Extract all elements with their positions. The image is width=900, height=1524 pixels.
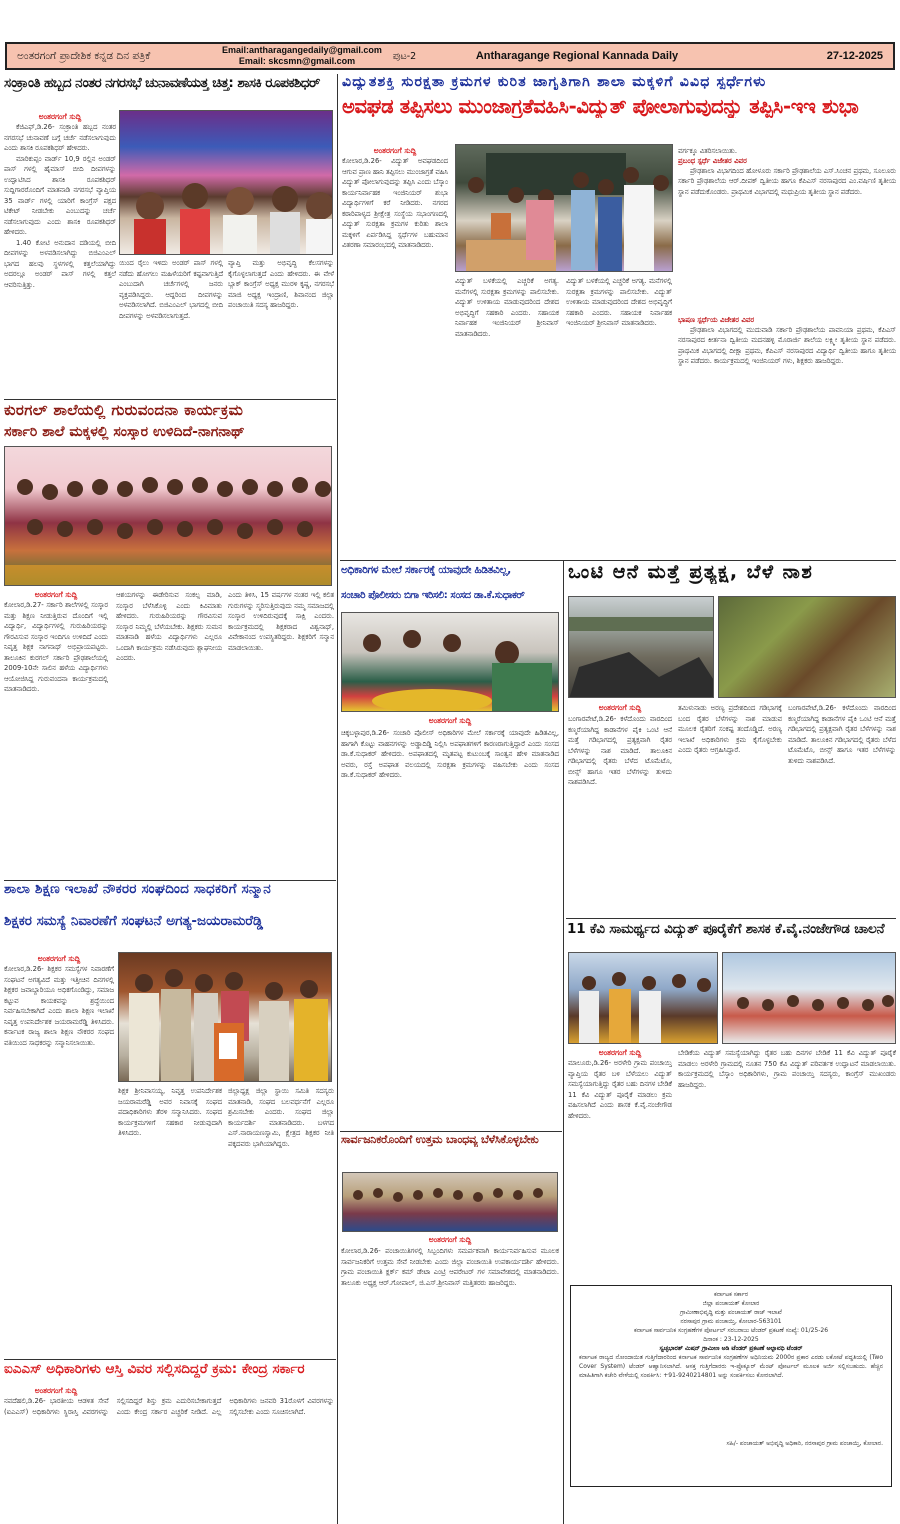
notice-signature: ಸಹಿ/- ಪಂಚಾಯತ್ ಅಭಿವೃದ್ಧಿ ಅಧಿಕಾರಿ, ನರಸಾಪುರ ಗ್ರಾಮ ಪಂಚಾಯ್ತಿ, ಕೋಲಾರ.	[726, 1440, 883, 1447]
issue-date: 27-12-2025	[826, 50, 883, 62]
byline: ಅಂತರಗಂಗೆ ಸುದ್ದಿ	[428, 716, 472, 725]
notice-body: ಕರ್ನಾಟಕ ರಾಜ್ಯದ ನೋಂದಾಯಿತ ಗುತ್ತಿಗೆದಾರರಿಂದ ಕರ್ನಾಟಕ ಸಾರ್ವಜನಿಕ ಸಂಗ್ರಹಣೆಗಳ ಅಧಿನಿಯಮ 2000ರ ಪ್ರಕಾರ ಎರಡು ಲಕೋಟೆ ಪದ್ಧತಿಯಲ್ಲಿ (Two Cover System) ಟೆಂಡರ್ ಆಹ್ವಾನಿಸಲಾಗಿದೆ. ಆಸಕ್ತ ಗುತ್ತಿಗೆದಾರರು ಇ-ಪ್ರೊಕ್ಯೂರ್ ಮೆಂಟ್ ಪೋರ್ಟಲ್ ಮೂಲಕ ಅರ್ಜಿ ಸಲ್ಲಿಸಬಹುದು. ಹೆಚ್ಚಿನ ಮಾಹಿತಿಗಾಗಿ ಕಚೇರಿ ವೇಳೆಯಲ್ಲಿ ಸಂಪರ್ಕಿಸಿ: +91-9240214801 ಅನ್ನು ಸಂಪರ್ಕಿಸಲು ಕೋರಲಾಗಿದೆ.	[579, 1354, 883, 1379]
divider	[4, 880, 336, 881]
article-body-col2: ಶಿಕ್ಷಕ ಶ್ರೀನಿವಾಸಯ್ಯ, ನಿವೃತ್ತ ಉಪನಿರ್ದೇಶಕ ಜಯರಾಮರೆಡ್ಡಿ ಅವರ ನಿವಾಸಕ್ಕೆ ಸಂಘದ ಪದಾಧಿಕಾರಿಗಳು ತೆರಳಿ ಸನ್ಮಾನಿಸಿದರು. ಸಂಘದ ಕಾರ್ಯಕ್ರಮಗಳಿಗೆ ಸಹಕಾರ ನೀಡುವುದಾಗಿ ತಿಳಿಸಿದರು.	[118, 1087, 222, 1137]
subhead-speech-winners: ಭಾಷಣ ಸ್ಪರ್ಧೆಯ ವಿಜೇತರ ವಿವರ	[678, 315, 755, 324]
headline: 11 ಕೆವಿ ಸಾಮರ್ಥ್ಯದ ವಿದ್ಯುತ್ ಪೂರೈಕೆಗೆ ಶಾಸಕ ಕೆ.ವೈ.ನಂಜೇಗೌಡ ಚಾಲನೆ	[567, 922, 885, 937]
article-body: ಕೋಲಾರ,ಡಿ.26- ವಿದ್ಯುತ್ ಅವಘಡದಿಂದ ಆಗುವ ಪ್ರಾಣ ಹಾನಿ ತಪ್ಪಿಸಲು ಮುಂಜಾಗ್ರತೆ ವಹಿಸಿ ವಿದ್ಯುತ್ ಪೋಲಾಗುವುದನ್ನು ತಪ್ಪಿಸಿ ಎಂದು ಬೆಸ್ಕಾಂ ಕಾರ್ಯನಿರ್ವಾಹಕ ಇಂಜಿನಿಯರ್ ಶುಭಾ ವಿದ್ಯಾರ್ಥಿಗಳಿಗೆ ಕರೆ ನೀಡಿದರು. ನಗರದ ಕಠಾರಿಪಾಳ್ಯದ ಶ್ರೀಕ್ಷೇತ್ರ ಸಂಸ್ಥೆಯ ಸಭಾಂಗಣದಲ್ಲಿ ವಿದ್ಯುತ್ ಸುರಕ್ಷತಾ ಕ್ರಮಗಳ ಕುರಿತು ಶಾಲಾ ಮಕ್ಕಳಿಗೆ ಏರ್ಪಡಿಸಿದ್ದ ಸ್ಪರ್ಧೆಗಳ ಬಹುಮಾನ ವಿತರಣಾ ಸಮಾರಂಭದಲ್ಲಿ ಮಾತನಾಡಿದರು.	[342, 157, 448, 249]
article-photo	[4, 446, 332, 586]
results-intro: ವರ್ಗಕ್ಕೂ ವಿತರಿಸಲಾಯಿತು.	[678, 147, 737, 155]
byline: ಅಂತರಗಂಗೆ ಸುದ್ದಿ	[38, 112, 82, 121]
headline: ಅವಘಡ ತಪ್ಪಿಸಲು ಮುಂಜಾಗ್ರತೆವಹಿಸಿ-ವಿದ್ಯುತ್ ಪೋಲಾಗುವುದನ್ನು ತಪ್ಪಿಸಿ-ಇಇ ಶುಭಾ	[342, 96, 859, 118]
notice-line-5: ಕರ್ನಾಟಕ ಸಾರ್ವಜನಿಕ ಸಂಗ್ರಹಣೆಗಳ ಪೋರ್ಟಲ್ ಸರಬರಾಜು ಟೆಂಡರ್ ಪ್ರಕಟಣೆ ಸಂಖ್ಯೆ: 01/25-26	[633, 1327, 829, 1334]
article-body: ಕೆಜಿಎಫ್,ಡಿ.26- ಸಂಕ್ರಾಂತಿ ಹಬ್ಬದ ನಂತರ ನಗರಸಭೆ ಚುನಾವಣೆ ಬಗ್ಗೆ ಚರ್ಚೆ ನಡೆಸಲಾಗುವುದು ಎಂದು ಶಾಸಕಿ ರೂಪಕಶಿಧರ್ ಹೇಳಿದರು. ಮಾರಿಕುಪ್ಪಂ ವಾರ್ಡ್ 10,9 ರಲ್ಲಿನ ಅಂಡರ್ ಪಾಸ್ ಗಳಲ್ಲಿ ಹೈಮಾಸ್ ಬೀದಿ ದೀಪಗಳನ್ನು ಉದ್ಘಾಟಿಸಿದ ಶಾಸಕಿ ರೂಪಕಶಿಧರ್ ಸುದ್ದಿಗಾರರೊಂದಿಗೆ ಮಾತನಾಡಿ ನಗರಸಭೆ ವ್ಯಾಪ್ತಿಯ 35 ವಾರ್ಡ್ ಗಳಲ್ಲಿ ಯಾರಿಗೆ ಕಾಂಗ್ರೆಸ್ ಪಕ್ಷದ ಟಿಕೇಟ್ ನೀಡಬೇಕು ಎಂಬುದನ್ನು ಚರ್ಚೆ ನಡೆಸಲಾಗುವುದು ಎಂದು ಶಾಸಕಿ ರೂಪಕಶಿಧರ್ ಹೇಳಿದರು. 1.40 ಕೋಟಿ ಅನುದಾನ ದಡಿಯಲ್ಲಿ ಬೀದಿ ದೀಪಗಳನ್ನು ಅಳವಡಿಸಲಾಗಿದ್ದು ಬಿಜಿಎಂಎಲ್ ಭಾಗದ ಹಲವು ಸ್ಥಳಗಳಲ್ಲಿ ಕತ್ತಲೆಯಾಗಿದ್ದು ಅದರಲ್ಲೂ ಅಂಡರ್ ಪಾಸ್ ಗಳಲ್ಲಿ ಕತ್ತಲೆ ಆವರಿಸುತ್ತಿತ್ತು.	[4, 123, 116, 289]
headline: ಐಎಎಸ್ ಅಧಿಕಾರಿಗಳು ಆಸ್ತಿ ವಿವರ ಸಲ್ಲಿಸದಿದ್ದರೆ ಕ್ರಮ: ಕೇಂದ್ರ ಸರ್ಕಾರ	[4, 1362, 305, 1377]
photo-people-illustration	[120, 111, 333, 255]
paper-name-kn: ಅಂತರಗಂಗೆ ಪ್ರಾದೇಶಿಕ ಕನ್ನಡ ದಿನ ಪತ್ರಿಕೆ	[17, 49, 151, 62]
article-photo	[341, 612, 559, 712]
article-body-col2: ತಮಿಳುನಾಡು ಅರಣ್ಯ ಪ್ರದೇಶದಿಂದ ಗಡಿಭಾಗಕ್ಕೆ ಬಂದ ರೈತರ ಬೆಳೆಗಳನ್ನು ನಾಶ ಮಾಡುವ ಮೂಲಕ ರೈತರಿಗೆ ಸಂಕಷ್ಟ ತಂದೊಡ್ಡಿದೆ. ಅರಣ್ಯ ಇಲಾಖೆ ಅಧಿಕಾರಿಗಳು ಕ್ರಮ ಕೈಗೊಳ್ಳಬೇಕು ಎಂದು ರೈತರು ಆಗ್ರಹಿಸಿದ್ದಾರೆ.	[678, 704, 782, 754]
article-body-col3: ವ್ಯಾಪ್ತಿ ಮತ್ತು ಅಭಿವೃದ್ಧಿ ಕೆಲಸಗಳನ್ನು ಕೈಗೊಳ್ಳಲಾಗುತ್ತದೆ ಎಂದು ಹೇಳಿದರು. ಈ ವೇಳೆ ಬ್ಲಾಕ್ ಕಾಂಗ್ರೆಸ್ ಅಧ್ಯಕ್ಷ ಮುರಳಿ ಕೃಷ್ಣ, ನಗರಸಭೆ ಮಾಜಿ ಅಧ್ಯಕ್ಷ ಇಂದ್ರಾಣಿ, ಶಿವಾನಂದ ಜಿಲ್ಲಾ ಪಂಚಾಯಿತಿ ಸದಸ್ಯ ಹಾಜರಿದ್ದರು.	[228, 259, 334, 309]
article-body: ಕೋಲಾರ,ಡಿ.26- ಪಂಚಾಯಿತಿಗಳಲ್ಲಿ ಸಿಬ್ಬಂದಿಗಳು ಸಮರ್ಪಕವಾಗಿ ಕಾರ್ಯನಿರ್ವಹಿಸುವ ಮೂಲಕ ಸಾರ್ವಜನಿಕರಿಗೆ ಉತ್ತಮ ಸೇವೆ ನೀಡಬೇಕು ಎಂದು ಜಿಲ್ಲಾ ಪಂಚಾಯಿತಿ ಉಪಕಾರ್ಯದರ್ಶಿ ಹೇಳಿದರು. ಗ್ರಾಮ ಪಂಚಾಯಿತಿ ಕ್ಲರ್ಕ್ ಕಮ್ ಡೇಟಾ ಎಂಟ್ರಿ ಆಪರೇಟರ್ ಗಳ ಸಮಾವೇಶದಲ್ಲಿ ಮಾತನಾಡಿದರು. ತಾಲೂಕು ಅಧ್ಯಕ್ಷ ಆರ್.ಗೋಪಾಲ್, ಜಿ.ಎಸ್.ಶ್ರೀನಿವಾಸ್ ಮತ್ತಿತರರು ಹಾಜರಿದ್ದರು.	[341, 1247, 559, 1287]
photo-felicitation-illustration	[119, 953, 332, 1082]
article-body-col3: ಎಂದು ತಿಳಿಸಿ, 15 ವರ್ಷಗಳ ನಂತರ ಇಲ್ಲಿ ಕಲಿತ ಗುರುಗಳನ್ನು ಸ್ಮರಿಸುತ್ತಿರುವುದು ನಮ್ಮ ಸಮಾಜದಲ್ಲಿ ಸಂಸ್ಕಾರ ಉಳಿದಿರುವುದಕ್ಕೆ ಸಾಕ್ಷಿ ಎಂದರು. ಕಾರ್ಯಕ್ರಮದಲ್ಲಿ ಶಿಕ್ಷಕರಾದ ವಿಶ್ವನಾಥ್, ವಿವೇಕಾನಂದ ಉಪಸ್ಥಿತರಿದ್ದರು. ಶಿಕ್ಷಕರಿಗೆ ಸನ್ಮಾನ ಮಾಡಲಾಯಿತು.	[228, 591, 334, 652]
photo-event-illustration	[569, 953, 718, 1044]
byline: ಅಂತರಗಂಗೆ ಸುದ್ದಿ	[37, 954, 81, 963]
divider	[340, 560, 896, 561]
email-2: Email: skcsmn@gmail.com	[238, 56, 356, 66]
headline: ಅಧಿಕಾರಿಗಳ ಮೇಲೆ ಸರ್ಕಾರಕ್ಕೆ ಯಾವುದೇ ಹಿಡಿತವಿಲ್ಲ,	[341, 564, 511, 576]
headline: ಒಂಟಿ ಆನೆ ಮತ್ತೆ ಪ್ರತ್ಯಕ್ಷ, ಬೆಳೆ ನಾಶ	[568, 562, 814, 583]
article-photo	[342, 1172, 558, 1232]
article-photo-crop	[718, 596, 896, 698]
divider	[566, 918, 896, 919]
article-body-col3: ಜಿಲ್ಲಾಧ್ಯಕ್ಷ ಜಿಲ್ಲಾ ಸ್ಥಾಯಿ ಸಮಿತಿ ಸದಸ್ಯರು ಮಾತನಾಡಿ, ಸಂಘದ ಬಲವರ್ಧನೆಗೆ ಎಲ್ಲರೂ ಶ್ರಮಿಸಬೇಕು ಎಂದರು. ಸಂಘದ ಜಿಲ್ಲಾ ಕಾರ್ಯದರ್ಶಿ ಮಾತನಾಡಿದರು. ಬಳಗದ ಎಸ್.ನಾರಾಯಣಸ್ವಾಮಿ, ಕ್ಷೇತ್ರದ ಶಿಕ್ಷಕರ ನೀತಿ ಪಕ್ಕದವರು ಭಾಗಿಯಾಗಿದ್ದರು.	[228, 1087, 334, 1148]
masthead	[5, 42, 895, 70]
photo-group-illustration	[343, 1173, 558, 1232]
article-body-col3: ವಿದ್ಯುತ್ ಬಳಕೆಯಲ್ಲಿ ಎಚ್ಚರಿಕೆ ಅಗತ್ಯ. ಮನೆಗಳಲ್ಲಿ ಸುರಕ್ಷತಾ ಕ್ರಮಗಳನ್ನು ಪಾಲಿಸಬೇಕು. ವಿದ್ಯುತ್ ಉಳಿತಾಯ ಮಾಡುವುದರಿಂದ ದೇಶದ ಅಭಿವೃದ್ಧಿಗೆ ಸಹಕಾರಿ ಎಂದರು. ಸಹಾಯಕ ನಿರ್ವಾಹಕ ಇಂಜಿನಿಯರ್ ಶ್ರೀನಿವಾಸ್ ಮಾತನಾಡಿದರು.	[566, 277, 672, 327]
article-body: ಬಂಗಾರಪೇಟೆ,ಡಿ.26- ಕಳೆದೊಂದು ವಾರದಿಂದ ಕಣ್ಮರೆಯಾಗಿದ್ದ ಕಾಡಾನೆಗಳ ಪೈಕಿ ಒಂಟಿ ಆನೆ ಮತ್ತೆ ಗಡಿಭಾಗದಲ್ಲಿ ಪ್ರತ್ಯಕ್ಷವಾಗಿ ರೈತರ ಬೆಳೆಗಳನ್ನು ನಾಶ ಮಾಡಿದೆ. ತಾಲೂಕಿನ ಗಡಿಭಾಗದಲ್ಲಿ ರೈತರು ಬೆಳೆದ ಟೊಮೆಟೊ, ಬೀನ್ಸ್ ಹಾಗೂ ಇತರ ಬೆಳೆಗಳನ್ನು ತುಳಿದು ನಾಶಪಡಿಸಿದೆ.	[568, 715, 672, 786]
notice-date: ದಿನಾಂಕ : 23-12-2025	[703, 1336, 759, 1343]
subhead-essay-winners: ಪ್ರಬಂಧ ಸ್ಪರ್ಧೆ ವಿಜೇತರ ವಿವರ	[678, 156, 747, 165]
photo-event-illustration	[456, 145, 673, 272]
headline: ಶಾಲಾ ಶಿಕ್ಷಣ ಇಲಾಖೆ ನೌಕರರ ಸಂಘದಿಂದ ಸಾಧಕರಿಗೆ ಸನ್ಮಾನ	[4, 882, 271, 897]
subheadline: ಸರ್ಕಾರಿ ಶಾಲೆ ಮಕ್ಕಳಲ್ಲಿ ಸಂಸ್ಕಾರ ಉಳಿದಿದೆ-ನಾಗನಾಥ್	[4, 424, 245, 440]
article-body: ಕೋಲಾರ,ಡಿ.26- ಶಿಕ್ಷಕರ ಸಮಸ್ಯೆಗಳ ನಿವಾರಣೆಗೆ ಸಂಘಟನೆ ಅಗತ್ಯವಿದೆ ಮತ್ತು ಇತ್ತೀಚಿನ ದಿನಗಳಲ್ಲಿ ಶಿಕ್ಷಕರ ಜವಾಬ್ದಾರಿಯೂ ಅಧಿಕಗೊಂಡಿದ್ದು, ಸಮಾಜ ಕಟ್ಟುವ ಕಾಯಕವನ್ನು ಶ್ರದ್ಧೆಯಿಂದ ನಿರ್ವಹಿಸಬೇಕಾಗಿದೆ ಎಂದು ಶಾಲಾ ಶಿಕ್ಷಣ ಇಲಾಖೆ ನಿವೃತ್ತ ಉಪನಿರ್ದೇಶಕ ಜಯರಾಮರೆಡ್ಡಿ ತಿಳಿಸಿದರು. ಕರ್ನಾಟಕ ರಾಜ್ಯ ಶಾಲಾ ಶಿಕ್ಷಣ ನೌಕರರ ಸಂಘದ ವತಿಯಿಂದ ಸಾಧಕರನ್ನು ಸನ್ಮಾನಿಸಲಾಯಿತು.	[4, 965, 114, 1047]
subheadline: ಶಿಕ್ಷಕರ ಸಮಸ್ಯೆ ನಿವಾರಣೆಗೆ ಸಂಘಟನೆ ಅಗತ್ಯ-ಜಯರಾಮರೆಡ್ಡಿ	[4, 914, 264, 929]
speech-winners-body: ಪ್ರೌಢಶಾಲಾ ವಿಭಾಗದಲ್ಲಿ ಮುದುವಾಡಿ ಸರ್ಕಾರಿ ಪ್ರೌಢಶಾಲೆಯ ಪಾವನಿಯಾ ಪ್ರಥಮ, ಕೆಪಿಎಸ್ ನರಸಾಪುರದ ಕೀರ್ತನಾ ದ್ವಿತೀಯ ಮದನಹಳ್ಳಿ ಮೊರಾರ್ಜಿ ಶಾಲೆಯ ಲಕ್ಷ್ಮೀ ತೃತೀಯ ಸ್ಥಾನ ಪಡೆದರು. ಪ್ರಾಥಮಿಕ ವಿಭಾಗದಲ್ಲಿ ದೀಕ್ಷಾ ಪ್ರಥಮ, ಕೆಪಿಎಸ್ ನರಸಾಪುರದ ವಿದ್ಯಾರ್ಥಿ ದ್ವಿತೀಯ ಹಾಗೂ ತೃತೀಯ ಸ್ಥಾನ ಪಡೆದರು. ಕಾರ್ಯಕ್ರಮದಲ್ಲಿ ಇಂಜಿನಿಯರ್ ಗಳು, ಶಿಕ್ಷಕರು ಹಾಜರಿದ್ದರು.	[678, 325, 896, 365]
article-body: ಮಾಲೂರು,ಡಿ.26- ಅರಳೇರಿ ಗ್ರಾಮ ಪಂಚಾಯ್ತಿ ವ್ಯಾಪ್ತಿಯ ರೈತರ ಬಳಿ ಬೆಳೆಯಲು ವಿದ್ಯುತ್ ಸಮಸ್ಯೆಯಾಗುತ್ತಿದ್ದು ರೈತರ ಬಹು ದಿನಗಳ ಬೇಡಿಕೆ 11 ಕೆವಿ ವಿದ್ಯುತ್ ಪೂರೈಕೆ ಮಾಡಲು ಕ್ರಮ ವಹಿಸಲಾಗಿದೆ ಎಂದು ಶಾಸಕ ಕೆ.ವೈ.ನಂಜೇಗೌಡ ಹೇಳಿದರು.	[568, 1059, 672, 1120]
article-body-col2: ಬೇಡಿಕೆಯ ವಿದ್ಯುತ್ ಸಮಸ್ಯೆಯಾಗಿದ್ದು ರೈತರ ಬಹು ದಿನಗಳ ಬೇಡಿಕೆ 11 ಕೆವಿ ವಿದ್ಯುತ್ ಪೂರೈಕೆ ಮಾಡಲು ಅರಳೇರಿ ಗ್ರಾಮದಲ್ಲಿ ನೂತನ 750 ಕೆವಿ ವಿದ್ಯುತ್ ಪರಿವರ್ತಕ ಉದ್ಘಾಟನೆ ಮಾಡಲಾಯಿತು. ಕಾರ್ಯಕ್ರಮದಲ್ಲಿ ಬೆಸ್ಕಾಂ ಅಧಿಕಾರಿಗಳು, ಗ್ರಾಮ ಪಂಚಾಯ್ತಿ ಸದಸ್ಯರು, ಕಾಂಗ್ರೆಸ್ ಮುಖಂಡರು ಹಾಜರಿದ್ದರು.	[678, 1049, 896, 1089]
notice-line-4: ನರಸಾಪುರ ಗ್ರಾಮ ಪಂಚಾಯ್ತಿ, ಕೋಲಾರ-563101	[680, 1318, 782, 1325]
headline: ಸಂಕ್ರಾಂತಿ ಹಬ್ಬದ ನಂತರ ನಗರಸಭೆ ಚುನಾವಣೆಯತ್ತ ಚಿತ್ತ: ಶಾಸಕಿ ರೂಪಕಶಿಧರ್	[4, 76, 320, 91]
page-number: ಪುಟ-2	[392, 50, 417, 62]
article-body: ನವದೆಹಲಿ,ಡಿ.26- ಭಾರತೀಯ ಆಡಳಿತ ಸೇವೆ (ಐಎಎಸ್) ಅಧಿಕಾರಿಗಳು ಸ್ಥಿರಾಸ್ತಿ ವಿವರಗಳನ್ನು ಸಲ್ಲಿಸದಿದ್ದರೆ ಶಿಸ್ತು ಕ್ರಮ ಎದುರಿಸಬೇಕಾಗುತ್ತದೆ ಎಂದು ಕೇಂದ್ರ ಸರ್ಕಾರ ಎಚ್ಚರಿಕೆ ನೀಡಿದೆ. ಎಲ್ಲ ಅಧಿಕಾರಿಗಳು ಜನವರಿ 31ರೊಳಗೆ ವಿವರಗಳನ್ನು ಸಲ್ಲಿಸಬೇಕು ಎಂದು ಸೂಚಿಸಲಾಗಿದೆ.	[4, 1397, 334, 1416]
byline: ಅಂತರಗಂಗೆ ಸುದ್ದಿ	[598, 1048, 642, 1057]
photo-crowd-illustration	[723, 953, 896, 1044]
article-body-col2: ಯಿಂದ ರೈಲು ಇಳಿದು ಅಂಡರ್ ಪಾಸ್ ಗಳಲ್ಲಿ ನಡೆದು ಹೋಗಲು ಮಹಿಳೆಯರಿಗೆ ಕಷ್ಟವಾಗುತ್ತಿದೆ ಎಂಬುದಾಗಿ ಚರ್ಚೆಗಳಲ್ಲಿ ಜನರು ವ್ಯಕ್ತಪಡಿಸಿದ್ದರು. ಆದ್ದರಿಂದ ದೀಪಗಳನ್ನು ಅಳವಡಿಸಲಾಗಿದೆ. ಬಿಜಿಎಂಎಲ್ ಭಾಗದಲ್ಲಿ ಬೀದಿ ದೀಪಗಳನ್ನು ಅಳವಡಿಸಲಾಗುತ್ತದೆ.	[119, 259, 223, 320]
paper-name-en: Antharagange Regional Kannada Daily	[475, 50, 679, 62]
column-divider	[563, 560, 564, 1524]
kicker: ವಿದ್ಯುತಶಕ್ತಿ ಸುರಕ್ಷತಾ ಕ್ರಮಗಳ ಕುರಿತ ಜಾಗೃತಿಗಾಗಿ ಶಾಲಾ ಮಕ್ಕಳಿಗೆ ವಿವಿಧ ಸ್ಪರ್ಧೆಗಳು	[342, 74, 767, 90]
essay-winners-body: ಪ್ರೌಢಶಾಲಾ ವಿಭಾಗದಿಂದ ಹೋಳೂರು ಸರ್ಕಾರಿ ಪ್ರೌಢಶಾಲೆಯ ಎಸ್.ಸಿಂಚನ ಪ್ರಥಮ, ಸೂಲೂರು ಸರ್ಕಾರಿ ಪ್ರೌಢಶಾಲೆಯ ಆರ್.ದೀಪಕ್ ದ್ವಿತೀಯ ಹಾಗೂ ಕೆಪಿಎಸ್ ನರಸಾಪುರದ ಎಂ.ವರ್ಷಿಣಿ ತೃತೀಯ ಸ್ಥಾನ ಪಡೆದುಕೊಂಡರು. ಪ್ರಾಥಮಿಕ ವಿಭಾಗದಲ್ಲಿ ಮಧುಪ್ರಿಯ ತೃತೀಯ ಸ್ಥಾನ ಪಡೆದರು.	[678, 166, 896, 196]
notice-line-1: ಕರ್ನಾಟಕ ಸರ್ಕಾರ	[713, 1291, 749, 1298]
divider	[4, 399, 336, 400]
divider	[340, 1131, 562, 1132]
divider	[4, 1359, 336, 1360]
article-photo-2	[722, 952, 896, 1044]
article-photo	[455, 144, 673, 272]
byline: ಅಂತರಗಂಗೆ ಸುದ್ದಿ	[598, 703, 642, 712]
notice-title: ಸ್ವಚ್ಛಭಾರತ್ ಮಿಷನ್ ಗ್ರಾಮೀಣ ಅಡಿ ಟೆಂಡರ್ ಪ್ರಕಟಣೆ ಅಲ್ಪಾವಧಿ ಟೆಂಡರ್	[659, 1345, 803, 1352]
headline: ಸಾರ್ವಜನಿಕರೊಂದಿಗೆ ಉತ್ತಮ ಬಾಂಧವ್ಯ ಬೆಳೆಸಿಕೊಳ್ಳಬೇಕು	[341, 1134, 539, 1146]
article-body-col2: ವಿದ್ಯುತ್ ಬಳಕೆಯಲ್ಲಿ ಎಚ್ಚರಿಕೆ ಅಗತ್ಯ. ಮನೆಗಳಲ್ಲಿ ಸುರಕ್ಷತಾ ಕ್ರಮಗಳನ್ನು ಪಾಲಿಸಬೇಕು. ವಿದ್ಯುತ್ ಉಳಿತಾಯ ಮಾಡುವುದರಿಂದ ದೇಶದ ಅಭಿವೃದ್ಧಿಗೆ ಸಹಕಾರಿ ಎಂದರು. ಸಹಾಯಕ ನಿರ್ವಾಹಕ ಇಂಜಿನಿಯರ್ ಶ್ರೀನಿವಾಸ್ ಮಾತನಾಡಿದರು.	[455, 277, 559, 338]
article-photo-1	[568, 952, 718, 1044]
tender-notice	[570, 1285, 892, 1487]
article-photo-field	[568, 596, 714, 698]
article-body-col2: ಆಶಯಗಳನ್ನು ಈಡೇರಿಸುವ ಸಂಕಲ್ಪ ಮಾಡಿ, ಸಂಸ್ಕಾರ ಬೆಳೆಸಿಕೊಳ್ಳಿ ಎಂದು ಕಿವಿಮಾತು ಹೇಳಿದರು. ಗುರುಹಿರಿಯರನ್ನು ಗೌರವಿಸುವ ಸಂಸ್ಕಾರ ನಿಮ್ಮಲ್ಲಿ ಬೆಳೆಯಬೇಕು. ಶಿಕ್ಷಕರು ಸುಮನ ಮಾತನಾಡಿ ಹಳೆಯ ವಿದ್ಯಾರ್ಥಿಗಳು ಎಲ್ಲರೂ ಒಂದಾಗಿ ಕಾರ್ಯಕ್ರಮ ನಡೆಸಿರುವುದು ಶ್ಲಾಘನೀಯ ಎಂದರು.	[116, 591, 222, 662]
article-photo	[119, 110, 333, 255]
byline: ಅಂತರಗಂಗೆ ಸುದ್ದಿ	[34, 590, 78, 599]
article-body: ಕೋಲಾರ,ಡಿ.27- ಸರ್ಕಾರಿ ಶಾಲೆಗಳಲ್ಲಿ ಸಂಸ್ಕಾರ ಮತ್ತು ಶಿಕ್ಷಣ ನೀಡುತ್ತಿರುವ ದೊಂದಿಗೆ ಇಲ್ಲಿ ವಿದ್ಯಾರ್ಥಿ, ವಿದ್ಯಾರ್ಥಿಗಳಲ್ಲಿ ಗುರುಹಿರಿಯರನ್ನು ಗೌರವಿಸುವ ಸಂಸ್ಕಾರ ಇಂದಿಗೂ ಉಳಿದಿದೆ ಎಂದು ನಿವೃತ್ತ ಶಿಕ್ಷಕ ನಾಗನಾಥ್ ಅಭಿಪ್ರಾಯಪಟ್ಟರು. ತಾಲೂಕಿನ ಕುರಗಲ್ ಸರ್ಕಾರಿ ಪ್ರೌಢಶಾಲೆಯಲ್ಲಿ 2009-10ನೇ ಸಾಲಿನ ಹಳೆಯ ವಿದ್ಯಾರ್ಥಿಗಳು ಆಯೋಜಿಸಿದ್ದ ಗುರುವಂದನಾ ಕಾರ್ಯಕ್ರಮದಲ್ಲಿ ಮಾತನಾಡಿದರು.	[4, 601, 108, 693]
email-1: Email:antharagangedaily@gmail.com	[222, 45, 382, 55]
article-photo	[118, 952, 332, 1082]
headline: ಕುರಗಲ್ ಶಾಲೆಯಲ್ಲಿ ಗುರುವಂದನಾ ಕಾರ್ಯಕ್ರಮ	[4, 402, 244, 419]
article-body-col3: ಬಂಗಾರಪೇಟೆ,ಡಿ.26- ಕಳೆದೊಂದು ವಾರದಿಂದ ಕಣ್ಮರೆಯಾಗಿದ್ದ ಕಾಡಾನೆಗಳ ಪೈಕಿ ಒಂಟಿ ಆನೆ ಮತ್ತೆ ಗಡಿಭಾಗದಲ್ಲಿ ಪ್ರತ್ಯಕ್ಷವಾಗಿ ರೈತರ ಬೆಳೆಗಳನ್ನು ನಾಶ ಮಾಡಿದೆ. ತಾಲೂಕಿನ ಗಡಿಭಾಗದಲ್ಲಿ ರೈತರು ಬೆಳೆದ ಟೊಮೆಟೊ, ಬೀನ್ಸ್ ಹಾಗೂ ಇತರ ಬೆಳೆಗಳನ್ನು ತುಳಿದು ನಾಶಪಡಿಸಿದೆ.	[788, 704, 896, 765]
photo-condolence-illustration	[342, 613, 559, 712]
notice-line-3: ಗ್ರಾಮೀಣಾಭಿವೃದ್ಧಿ ಮತ್ತು ಪಂಚಾಯತ್ ರಾಜ್ ಇಲಾಖೆ	[680, 1309, 782, 1316]
subheadline: ಸಂಚಾರಿ ಪೊಲೀಸರು ಬಿಗಾ ಇರಿಸಲಿ: ಸಂಸದ ಡಾ.ಕೆ.ಸುಧಾಕರ್	[341, 590, 525, 601]
byline: ಅಂತರಗಂಗೆ ಸುದ್ದಿ	[428, 1235, 472, 1244]
notice-line-2: ಜಿಲ್ಲಾ ಪಂಚಾಯತ್ ಕೋಲಾರ	[702, 1300, 760, 1307]
masthead-emails	[222, 45, 382, 67]
byline: ಅಂತರಗಂಗೆ ಸುದ್ದಿ	[373, 146, 417, 155]
byline: ಅಂತರಗಂಗೆ ಸುದ್ದಿ	[34, 1386, 78, 1395]
article-body: ಚಿಕ್ಕಬಳ್ಳಾಪುರ,ಡಿ.26- ಸಂಚಾರಿ ಪೊಲೀಸ್ ಅಧಿಕಾರಿಗಳ ಮೇಲೆ ಸರ್ಕಾರಕ್ಕೆ ಯಾವುದೇ ಹಿಡಿತವಿಲ್ಲ, ಹಾಗಾಗಿ ಕೊಟ್ಟು ವಾಹನಗಳನ್ನು ಅಡ್ಡಾದಿಡ್ಡಿ ನಿಲ್ಲಿಸಿ ಅಪಘಾತಗಳಿಗೆ ಕಾರಣರಾಗುತ್ತಿದ್ದಾರೆ ಎಂದು ಸಂಸದ ಡಾ.ಕೆ.ಸುಧಾಕರ್ ಹೇಳಿದರು. ಅಪಘಾತದಲ್ಲಿ ಮೃತಪಟ್ಟ ಕುಟುಂಬಕ್ಕೆ ಸಾಂತ್ವನ ಹೇಳಿ ಮಾತನಾಡಿದ ಅವರು, ರಸ್ತೆ ಅಪಘಾತ ವಲಯದಲ್ಲಿ ಸುರಕ್ಷತಾ ಕ್ರಮಗಳನ್ನು ವಹಿಸಬೇಕು ಎಂದು ಸಂಸದ ಡಾ.ಕೆ.ಸುಧಾಕರ್ ಹೇಳಿದರು.	[341, 729, 559, 779]
photo-group-illustration	[5, 447, 332, 586]
photo-damaged-crop-illustration	[569, 597, 714, 698]
column-divider	[337, 74, 338, 1524]
results-column	[678, 146, 896, 558]
